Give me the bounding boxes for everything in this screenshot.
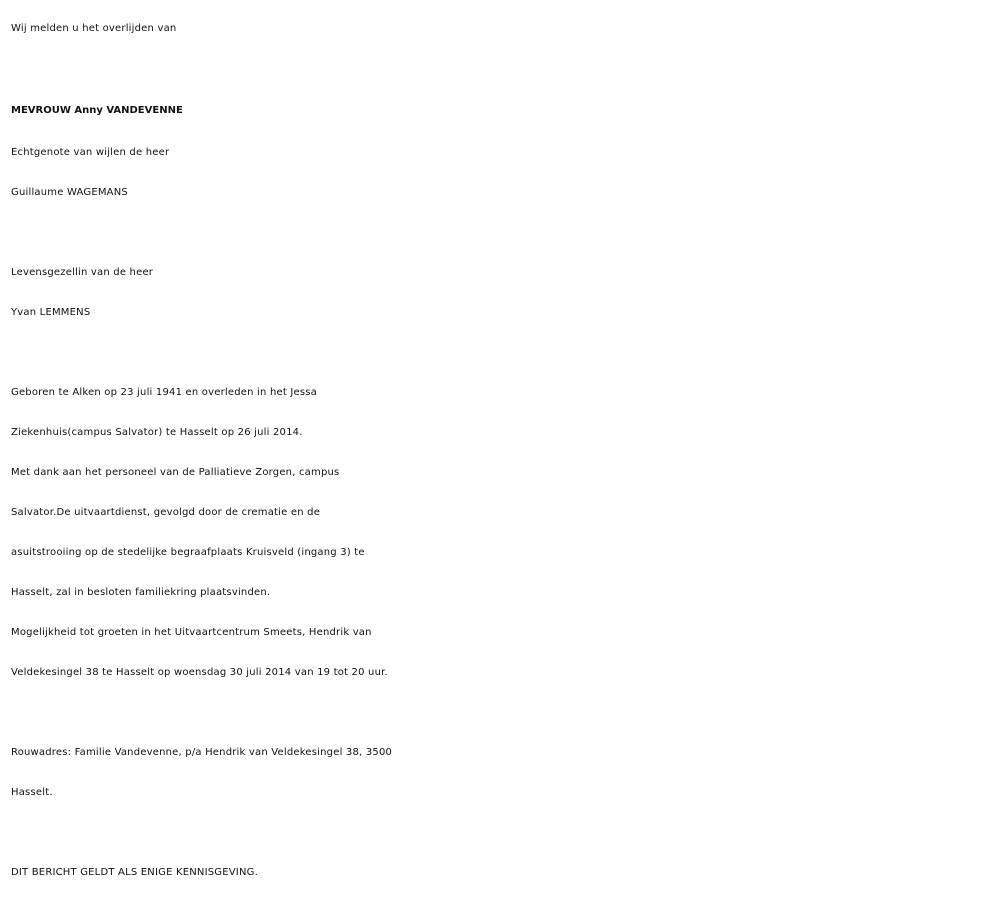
spouse-line-1: Echtgenote van wijlen de heer <box>11 147 170 158</box>
spouse-block <box>11 133 990 213</box>
address-line-2: Hasselt. <box>11 787 53 798</box>
spacer <box>11 333 990 373</box>
details-line: Hasselt, zal in besloten familiekring plaatsvinden. <box>11 587 271 598</box>
deceased-name: MEVROUW Anny VANDEVENNE <box>11 105 183 116</box>
spacer <box>11 213 990 253</box>
partner-line-1: Levensgezellin van de heer <box>11 267 154 278</box>
details-line: Met dank aan het personeel van de Palliatieve Zorgen, campus <box>11 467 340 478</box>
closing-statement: DIT BERICHT GELDT ALS ENIGE KENNISGEVING. <box>11 867 258 878</box>
intro-text: Wij melden u het overlijden van <box>11 23 177 34</box>
address-line-1: Rouwadres: Familie Vandevenne, p/a Hendrik van Veldekesingel 38, 3500 <box>11 747 393 758</box>
partner-block <box>11 253 990 333</box>
partner-line-2: Yvan LEMMENS <box>11 307 91 318</box>
details-line: Geboren te Alken op 23 juli 1941 en overleden in het Jessa <box>11 387 317 398</box>
details-line: asuitstrooiing op de stedelijke begraafplaats Kruisveld (ingang 3) te <box>11 547 365 558</box>
details-line: Mogelijkheid tot groeten in het Uitvaartcentrum Smeets, Hendrik van <box>11 627 372 638</box>
spacer <box>11 693 990 733</box>
details-line: Ziekenhuis(campus Salvator) te Hasselt op 26 juli 2014. <box>11 427 303 438</box>
details-paragraph <box>11 373 990 693</box>
details-line: Veldekesingel 38 te Hasselt op woensdag 30 juli 2014 van 19 tot 20 uur. <box>11 667 388 678</box>
spouse-line-2: Guillaume WAGEMANS <box>11 187 128 198</box>
details-line: Salvator.De uitvaartdienst, gevolgd door de crematie en de <box>11 507 321 518</box>
spacer <box>11 813 990 853</box>
address-block <box>11 733 990 813</box>
